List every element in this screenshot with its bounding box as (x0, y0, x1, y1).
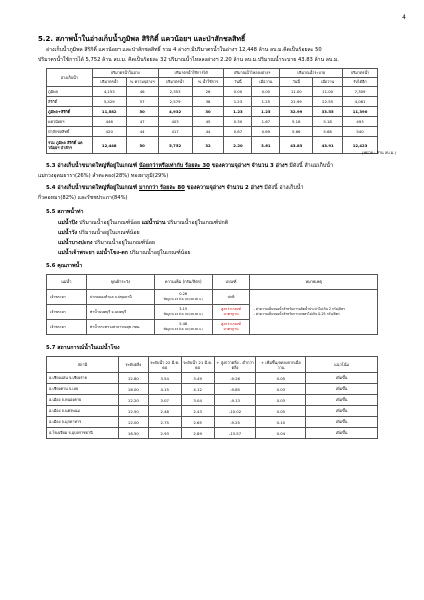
table-row (47, 127, 378, 137)
river-bangpakong: แม่น้ำบางปะกง (58, 240, 93, 246)
reservoir-name: ป่าสักชลสิทธิ์ (47, 127, 93, 137)
section-5-6-title: 5.6 คุณภาพน้ำ (46, 263, 83, 269)
section-5-7-title: 5.7 สถานการณ์น้ำในแม่น้ำโขง (46, 345, 120, 351)
cell: 21.99 (280, 97, 313, 107)
cell: 420 (92, 127, 126, 137)
table-row (47, 107, 378, 117)
cell: 1.23 (224, 107, 252, 117)
section-5-2-paragraph-2: ปริมาตรน้ำใช้การได้ 5,752 ล้าน ลบ.ม. คิดเป็นร้อยละ 32 ปริมาณน้ำไหลลงอ่างฯ 2.20 ล้าน ลบ.ม.ปริมาณน้ำระบาย 43.83 ล้าน ลบ.ม. (38, 57, 339, 63)
cell: 4,932 (158, 107, 192, 117)
cell: 1.23 (224, 97, 252, 107)
cell: 5,752 (158, 137, 192, 154)
table-row (47, 137, 378, 154)
cell: 5.18 (280, 117, 313, 127)
cell: 0.05 (256, 406, 306, 417)
header-yesterday: เมื่อวาน (252, 78, 280, 87)
table-row (47, 97, 378, 107)
cell: 11.00 (280, 87, 313, 97)
cell: 2.43 (181, 406, 214, 417)
section-5-2-title: 5.2. สภาพน้ำในอ่างเก็บน้ำภูมิพล สิริกิติ์ แควน้อยฯ และป่าสักชลสิทธิ์ (38, 35, 246, 43)
section-5-4 (46, 184, 402, 194)
cell: 32 (192, 137, 224, 154)
s54-text-a: 5.4 อ่างเก็บน้ำขนาดใหญ่ที่อยู่ในเกณฑ์ (46, 185, 138, 191)
cell: 12,448 (92, 137, 126, 154)
cell: 4.12 (181, 384, 214, 395)
cell (154, 290, 212, 305)
header-level-today: ระดับน้ำ 22 มี.ค. 60 (148, 357, 181, 373)
cell: 12.20 (118, 395, 148, 406)
station-name: อ.เมือง จ.นครพนม (47, 406, 119, 417)
river-chaophraya-status: ปริมาณน้ำอยู่ในเกณฑ์น้อย (127, 250, 191, 256)
reservoir-table (46, 68, 378, 154)
cell: 5,429 (92, 97, 126, 107)
cell: 12.80 (118, 373, 148, 384)
cell: 4,081 (343, 97, 378, 107)
cell: 1.25 (252, 107, 280, 117)
reservoir-name: แควน้อยฯ (47, 117, 93, 127)
cell: 1.67 (252, 117, 280, 127)
section-5-4-line-2: กิ่วคอหมา(82%) และรัชชประภา(84%) (38, 195, 128, 201)
cell: 2.65 (181, 417, 214, 428)
header-vol2: ปริมาตรน้ำ (158, 78, 192, 87)
cell: 446 (92, 117, 126, 127)
salinity-note: ข้อมูล ณ 22 มี.ค. 60 (08.00 น.) (163, 327, 203, 331)
table-row (47, 373, 378, 384)
river-ping-status: ปริมาณน้ำอยู่ในเกณฑ์น้อย (77, 220, 142, 226)
cell (154, 320, 212, 335)
cell: 5.66 (280, 127, 313, 137)
cell: 2.93 (148, 428, 181, 439)
cell: -9.85 (214, 384, 256, 395)
header-fill: รับได้อีก (343, 78, 378, 87)
header-salinity: ความเค็ม (กรัม/ลิตร) (154, 275, 212, 290)
river-nan: แม่น้ำน่าน (141, 220, 166, 226)
cell: 2,579 (158, 97, 192, 107)
cell: สูงกว่าเกณฑ์มาตรฐาน (212, 305, 250, 320)
header-remark: หมายเหตุ (250, 275, 378, 290)
cell: 26 (192, 87, 224, 97)
cell: -10.02 (214, 406, 256, 417)
river-chaophraya: แม่น้ำเจ้าพระยา แม่น้ำโขง-ตก (58, 250, 128, 256)
cell: ปกติ (212, 290, 250, 305)
cell: เจ้าพระยา (47, 305, 87, 320)
s54-text-c: มีดังนี้ อ่างเก็บน้ำ (262, 185, 304, 191)
cell: 0.30 (224, 117, 252, 127)
cell: ท่าน้ำนนทบุรี จ.นนทบุรี (86, 305, 154, 320)
cell: 0.00 (224, 87, 252, 97)
cell: 1.25 (252, 97, 280, 107)
page-number: 4 (402, 14, 406, 21)
table-row (47, 417, 378, 428)
cell: 2.89 (181, 428, 214, 439)
cell: 12.00 (118, 417, 148, 428)
s53-text-c: มีดังนี้ ลำแม่เก็บน้ำ (287, 163, 333, 169)
header-reservoir: อ่างเก็บน้ำ (47, 69, 93, 87)
cell: 50 (126, 137, 158, 154)
header-vol: ปริมาตรน้ำ (92, 78, 126, 87)
cell: 7,309 (343, 87, 378, 97)
river-ping: แม่น้ำปิง (58, 220, 78, 226)
cell: -9.25 (214, 417, 256, 428)
cell: 11.00 (313, 87, 343, 97)
header-release: ปริมาณน้ำระบาย (280, 69, 343, 78)
header-pct: % ความจุอ่างฯ (126, 78, 158, 87)
header-today2: วันนี้ (280, 78, 313, 87)
cell: 47 (126, 117, 158, 127)
cell: 44 (192, 127, 224, 137)
mekong-table (46, 356, 378, 439)
cell: 403 (158, 117, 192, 127)
cell: 2.20 (224, 137, 252, 154)
river-status-line-2 (58, 229, 140, 237)
reservoir-name: ภูมิพล+สิริกิติ์ (47, 107, 93, 117)
cell: ท่าน้ำกระทรวงสาธารณสุข กทม. (86, 320, 154, 335)
header-change: + เพิ่มขึ้น/ลดลงจากเมื่อวาน (256, 357, 306, 373)
s54-underline: มากกว่า ร้อยละ 80 (138, 185, 185, 191)
cell: 417 (158, 127, 192, 137)
salinity-note: ข้อมูล ณ 22 มี.ค. 60 (08.00 น.) (163, 312, 203, 316)
cell: -9.13 (214, 395, 256, 406)
header-station: สถานี (47, 357, 119, 373)
cell: 12,423 (343, 137, 378, 154)
cell: 46 (126, 87, 158, 97)
s53-text-b: ของความจุอ่างฯ จำนวน 3 อ่างฯ (211, 163, 288, 169)
river-bangpakong-status: ปริมาณน้ำอยู่ในเกณฑ์น้อย (92, 240, 156, 246)
section-5-3-line-2: แม่กวงอุดมธารา(26%) ลำตะคอง(28%) ทองผาภูมิ(29%) (38, 173, 169, 179)
cell: 50 (126, 107, 158, 117)
section-5-3 (46, 162, 402, 172)
salinity-value: 3.15 (179, 307, 188, 312)
cell: 3.61 (252, 137, 280, 154)
cell: 0.03 (256, 395, 306, 406)
header-bank: ระดับตลิ่ง (118, 357, 148, 373)
cell: 33.55 (313, 107, 343, 117)
header-point: จุดเฝ้าระวัง (86, 275, 154, 290)
header-usable: ปริมาตรน้ำใช้การได้ (158, 69, 224, 78)
cell: 2,353 (158, 87, 192, 97)
header-pct2: % น้ำใช้การ (192, 78, 224, 87)
river-wang-status: ปริมาณน้ำอยู่ในเกณฑ์น้อย (77, 230, 140, 236)
table-row (47, 428, 378, 439)
cell: 0.00 (252, 87, 280, 97)
cell: 12.50 (118, 406, 148, 417)
cell: 4,153 (92, 87, 126, 97)
header-storage: ปริมาตรน้ำในอ่าง (92, 69, 158, 78)
cell: 43.91 (313, 137, 343, 154)
cell: 5.68 (313, 127, 343, 137)
cell: -9.26 (214, 373, 256, 384)
cell: 2.48 (148, 406, 181, 417)
s54-text-b: ของความจุอ่างฯ จำนวน 2 อ่างฯ (186, 185, 263, 191)
cell: 11,582 (92, 107, 126, 117)
cell: 44 (126, 127, 158, 137)
header-vs-bank: + สูงกว่าตลิ่ง - ต่ำกว่าตลิ่ง (214, 357, 256, 373)
cell: 43.83 (280, 137, 313, 154)
cell: ปากคลองสำแล จ.ปทุมธานี (86, 290, 154, 305)
river-status-line-1 (58, 219, 228, 227)
river-wang: แม่น้ำวัง (58, 230, 78, 236)
s53-underline: น้อยกว่าหรือเท่ากับ ร้อยละ 30 (138, 163, 210, 169)
cell (154, 305, 212, 320)
table-row (47, 406, 378, 417)
cell: 16.50 (118, 428, 148, 439)
cell: 0.05 (256, 373, 306, 384)
river-status-line-3 (58, 239, 155, 247)
s53-text-a: 5.3 อ่างเก็บน้ำขนาดใหญ่ที่อยู่ในเกณฑ์ (46, 163, 138, 169)
cell: 4.15 (148, 384, 181, 395)
river-nan-status: ปริมาณน้ำอยู่ในเกณฑ์ปกติ (165, 220, 229, 226)
cell: 11,390 (343, 107, 378, 117)
cell: 0.67 (224, 127, 252, 137)
cell: 3.04 (181, 395, 214, 406)
cell: เพิ่มขึ้น (306, 373, 378, 384)
cell: เพิ่มขึ้น (306, 428, 378, 439)
table-row (47, 395, 378, 406)
cell: เพิ่มขึ้น (306, 417, 378, 428)
station-name: อ.เชียงคาน จ.เลย (47, 384, 119, 395)
cell: 32.99 (280, 107, 313, 117)
cell: 3.49 (181, 373, 214, 384)
cell: 30 (192, 107, 224, 117)
cell: 38 (192, 97, 224, 107)
cell: 22.55 (313, 97, 343, 107)
water-quality-table (46, 274, 378, 335)
header-capacity: ปริมาตรน้ำ (343, 69, 378, 78)
cell: 3.07 (148, 395, 181, 406)
cell: 0.04 (256, 428, 306, 439)
reservoir-name: สิริกิติ์ (47, 97, 93, 107)
header-level-yesterday: ระดับน้ำ 21 มี.ค. 60 (181, 357, 214, 373)
unit-note: (หน่วย : ล้าน ลบ.ม.) (361, 150, 396, 155)
table-row (47, 384, 378, 395)
cell: 5.18 (313, 117, 343, 127)
header-trend: แนวโน้ม (306, 357, 378, 373)
header-inflow: ปริมาณน้ำไหลลงอ่างฯ (224, 69, 280, 78)
cell: 493 (343, 117, 378, 127)
cell: 0.03 (256, 384, 306, 395)
station-name: อ.เมือง จ.หนองคาย (47, 395, 119, 406)
cell: เพิ่มขึ้น (306, 384, 378, 395)
section-5-5-title: 5.5 สภาพน้ำท่า (46, 209, 84, 215)
cell: เจ้าพระยา (47, 320, 87, 335)
header-criteria: เกณฑ์ (212, 275, 250, 290)
cell: เพิ่มขึ้น (306, 395, 378, 406)
reservoir-name: ภูมิพล (47, 87, 93, 97)
river-status-line-4 (58, 249, 191, 257)
cell: 2.75 (148, 417, 181, 428)
remarks-cell (250, 290, 378, 335)
salinity-value: 0.26 (179, 292, 188, 297)
cell: 45 (192, 117, 224, 127)
remark-2: - ค่าความเค็มของน้ำสำหรับการเกษตรไม่เกิน 0.25 กรัม/ลิตร (253, 312, 340, 316)
cell: 3.54 (148, 373, 181, 384)
cell: -13.57 (214, 428, 256, 439)
cell: 0.69 (252, 127, 280, 137)
reservoir-name: รวม ภูมิพล สิริกิติ์ แควน้อยฯ ป่าสักฯ (47, 137, 93, 154)
remark-1: - ค่าความเค็มของน้ำสำหรับการผลิตน้ำประปาไม่เกิน 2 กรัม/ลิตร (253, 307, 345, 312)
cell: เพิ่มขึ้น (306, 406, 378, 417)
table-row (47, 290, 378, 305)
cell: 0.10 (256, 417, 306, 428)
header-today: วันนี้ (224, 78, 252, 87)
station-name: อ.โขงเจียม จ.อุบลราชธานี (47, 428, 119, 439)
header-river: แม่น้ำ (47, 275, 87, 290)
cell: 16.00 (118, 384, 148, 395)
section-5-2-paragraph-1: อ่างเก็บน้ำภูมิพล สิริกิติ์ แควน้อยฯ และป่าสักชลสิทธิ์ รวม 4 อ่างฯ มีปริมาตรน้ำในอ่างฯ 12,448 ล้าน ลบ.ม.คิดเป็นร้อยละ 50 (46, 47, 322, 53)
salinity-note: ข้อมูล ณ 22 มี.ค. 60 (08.00 น.) (163, 297, 203, 301)
table-row (47, 117, 378, 127)
salinity-value: 5.48 (179, 322, 188, 327)
cell: 540 (343, 127, 378, 137)
cell: 57 (126, 97, 158, 107)
cell: เจ้าพระยา (47, 290, 87, 305)
cell: สูงกว่าเกณฑ์มาตรฐาน (212, 320, 250, 335)
station-name: อ.เชียงแสน จ.เชียงราย (47, 373, 119, 384)
station-name: อ.เมือง จ.มุกดาหาร (47, 417, 119, 428)
header-yesterday2: เมื่อวาน (313, 78, 343, 87)
table-row (47, 87, 378, 97)
